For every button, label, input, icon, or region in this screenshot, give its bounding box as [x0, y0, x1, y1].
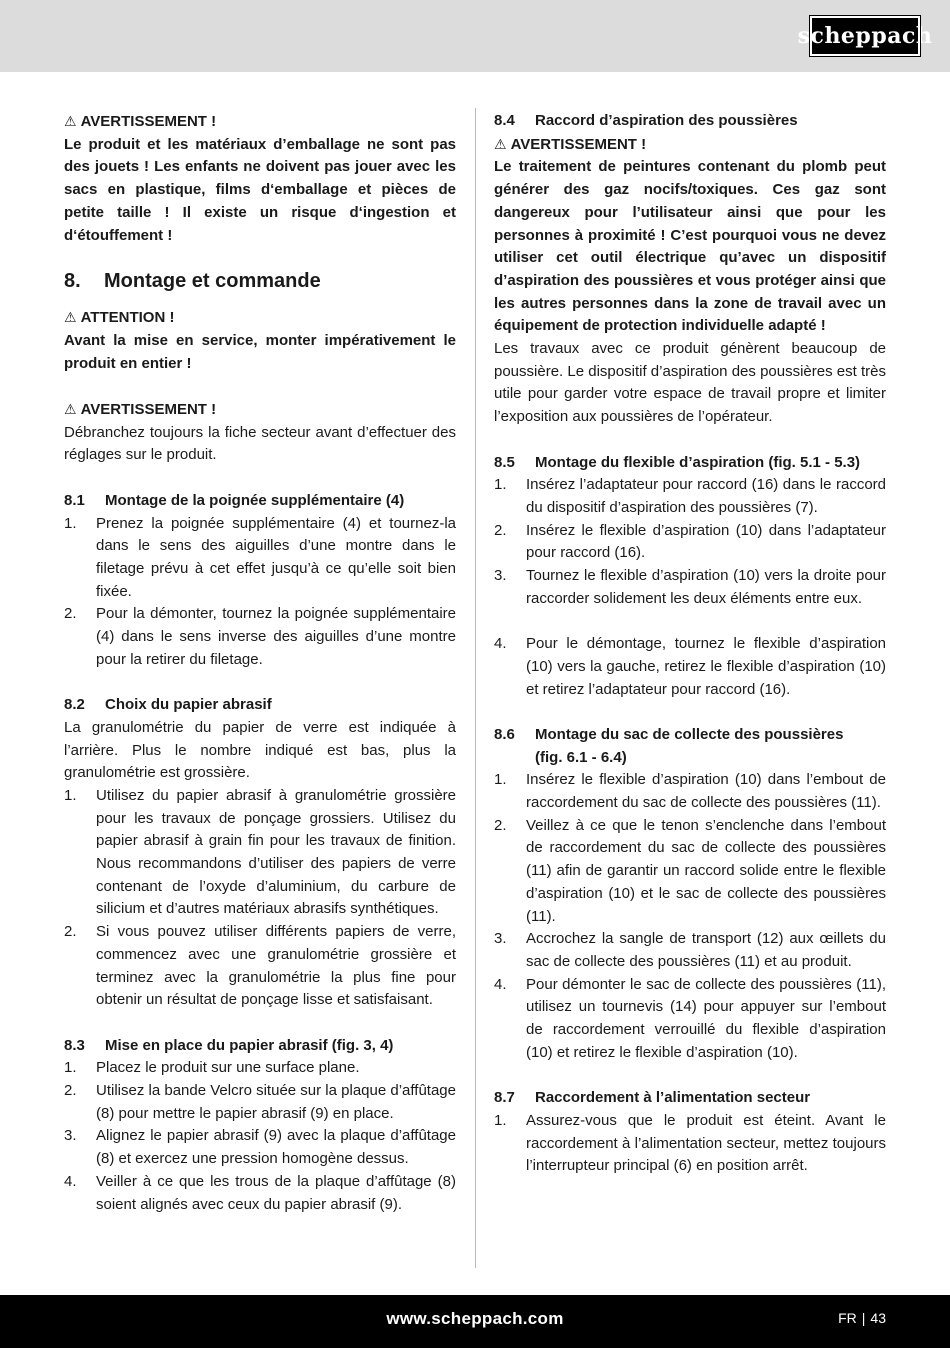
section-heading-8-5: 8.5 Montage du flexible d’aspiration (fig. 5.1 - 5.3)	[494, 453, 861, 471]
warning-heading: ⚠ AVERTISSEMENT !	[494, 133, 886, 157]
warning-triangle-icon: ⚠	[64, 401, 77, 418]
list-item: 2. Utilisez la bande Velcro située sur la plaque d’affûtage (8) pour mettre le papier abrasif (9) en place.	[64, 1082, 456, 1122]
list-item: 1. Placez le produit sur une surface plane.	[64, 1059, 360, 1077]
warning-triangle-icon: ⚠	[64, 309, 77, 326]
brand-logo: scheppach	[810, 16, 920, 56]
list-item: 3. Tournez le flexible d’aspiration (10) vers la droite pour raccorder solidement les deux éléments entre eux.	[494, 567, 886, 607]
steps-list-8-1	[64, 513, 456, 672]
warning-text: Débranchez toujours la fiche secteur avant d’effectuer des réglages sur le produit.	[64, 423, 456, 464]
warning-heading: ⚠ AVERTISSEMENT !	[64, 398, 456, 422]
right-column	[494, 110, 886, 1178]
section-heading-8-4: 8.4 Raccord d’aspiration des poussières	[494, 112, 798, 129]
column-divider	[475, 108, 476, 1268]
section-text: Les travaux avec ce produit génèrent beaucoup de poussière. Le dispositif d’aspiration des poussières est très utile pour garder votre espace de travail propre et limiter l’exposition aux poussières de l’opérateur.	[494, 340, 886, 426]
list-item: 3. Alignez le papier abrasif (9) avec la plaque d’affûtage (8) et exercez une pression homogène dessus.	[64, 1127, 456, 1168]
footer-bar	[0, 1295, 950, 1348]
warning-text: Le produit et les matériaux d’emballage ne sont pas des jouets ! Les enfants ne doivent pas jouer avec les sacs en plastique, films d‘emballage et pièces de petite taille ! Il existe un risque d‘ingestion et d‘étouffement !	[64, 135, 456, 244]
list-item: 2. Pour la démonter, tournez la poignée supplémentaire (4) dans le sens inverse des aiguilles d’une montre pour la retirer du filetage.	[64, 605, 456, 668]
section-heading-8-1: 8.1 Montage de la poignée supplémentaire (4)	[64, 491, 405, 509]
list-item: 1. Insérez l’adaptateur pour raccord (16) dans le raccord du dispositif d’aspiration des poussières (7).	[494, 476, 886, 516]
list-item: 2. Insérez le flexible d’aspiration (10) dans l’adaptateur pour raccord (16).	[494, 521, 886, 562]
steps-list-8-7	[494, 1110, 886, 1178]
warning-triangle-icon: ⚠	[64, 113, 77, 129]
left-column	[64, 110, 456, 1216]
list-item: 1. Utilisez du papier abrasif à granulométrie grossière pour les travaux de ponçage grossiers. Utilisez du papier abrasif à grain fin pour les travaux de finition. Nous recommandons d’utiliser des papiers de verre contenant de l’oxyde d’aluminium, du carbure de silicium et d’autres matériaux abrasifs synthétiques.	[64, 786, 456, 918]
section-heading-8-2: 8.2 Choix du papier abrasif	[64, 696, 272, 714]
steps-list-8-5	[494, 474, 886, 610]
page-number: 43	[870, 1310, 886, 1326]
list-item: 2. Si vous pouvez utiliser différents papiers de verre, commencez avec une granulométrie grossière et terminez avec la granulométrie la plus fine pour obtenir un résultat de ponçage lisse et satisfaisant.	[64, 923, 456, 1009]
chapter-title: 8. Montage et commande	[64, 270, 321, 293]
section-heading-8-7: 8.7 Raccordement à l’alimentation secteur	[494, 1089, 811, 1107]
steps-list-8-2	[64, 785, 456, 1012]
list-item: 4. Veiller à ce que les trous de la plaque d’affûtage (8) soient alignés avec ceux du papier abrasif (9).	[64, 1172, 456, 1213]
warning-heading: ⚠ AVERTISSEMENT !	[64, 110, 456, 134]
list-item: 1. Assurez-vous que le produit est éteint. Avant le raccordement à l’alimentation secteur, mettez toujours l’interrupteur principal (6) en position arrêt.	[494, 1111, 886, 1175]
language-code: FR	[838, 1310, 857, 1326]
section-intro: La granulométrie du papier de verre est indiquée à l’arrière. Plus le nombre indiqué est bas, plus la granulométrie est grossière.	[64, 718, 456, 782]
page-indicator: FR | 43	[838, 1310, 886, 1326]
list-item: 2. Veillez à ce que le tenon s’enclenche dans l’embout de raccordement du sac de collecte des poussières (11) afin de garantir un raccord solide entre le flexible d’aspiration (10) et le sac de collecte des poussières (11).	[494, 816, 886, 925]
list-item: 4. Pour démonter le sac de collecte des poussières (11), utilisez un tournevis (14) pour appuyer sur l’embout de raccordement verrouillé du flexible d’aspiration (10) et retirez le flexible d’aspiration (10).	[494, 975, 886, 1061]
attention-text: Avant la mise en service, monter impérativement le produit en entier !	[64, 331, 456, 372]
website-link[interactable]: www.scheppach.com	[386, 1309, 564, 1328]
steps-list-8-3	[64, 1057, 456, 1216]
steps-list-8-5-dismount	[494, 633, 886, 701]
list-item: 1. Prenez la poignée supplémentaire (4) et tournez-la dans le sens des aiguilles d’une montre dans le filetage prévu à cet effet jusqu’à ce qu’elle soit bien fixée.	[64, 514, 456, 600]
list-item: 3. Accrochez la sangle de transport (12) aux œillets du sac de collecte des poussières (11) et au produit.	[494, 930, 886, 970]
warning-triangle-icon: ⚠	[494, 135, 507, 152]
list-item: 4. Pour le démontage, tournez le flexible d’aspiration (10) vers la gauche, retirez le flexible d’aspiration (10) et retirez l’adaptateur pour raccord (16).	[494, 635, 886, 698]
warning-text: Le traitement de peintures contenant du plomb peut générer des gaz nocifs/toxiques. Ces gaz sont dangereux pour l’utilisateur ainsi que pour les personnes à proximité ! C’est pourquoi vous ne devez utiliser cet outil électrique qu’avec un dispositif d’aspiration des poussières et vous protéger ainsi que les autres personnes dans la zone de travail avec un équipement de protection individuelle adapté !	[494, 158, 886, 335]
section-heading-8-6: 8.6 Montage du sac de collecte des poussières (fig. 6.1 - 6.4)	[494, 725, 844, 766]
attention-heading: ⚠ ATTENTION !	[64, 306, 456, 330]
list-item: 1. Insérez le flexible d’aspiration (10) dans l’embout de raccordement du sac de collecte des poussières (11).	[494, 771, 886, 812]
steps-list-8-6	[494, 769, 886, 1064]
section-heading-8-3: 8.3 Mise en place du papier abrasif (fig. 3, 4)	[64, 1036, 394, 1054]
